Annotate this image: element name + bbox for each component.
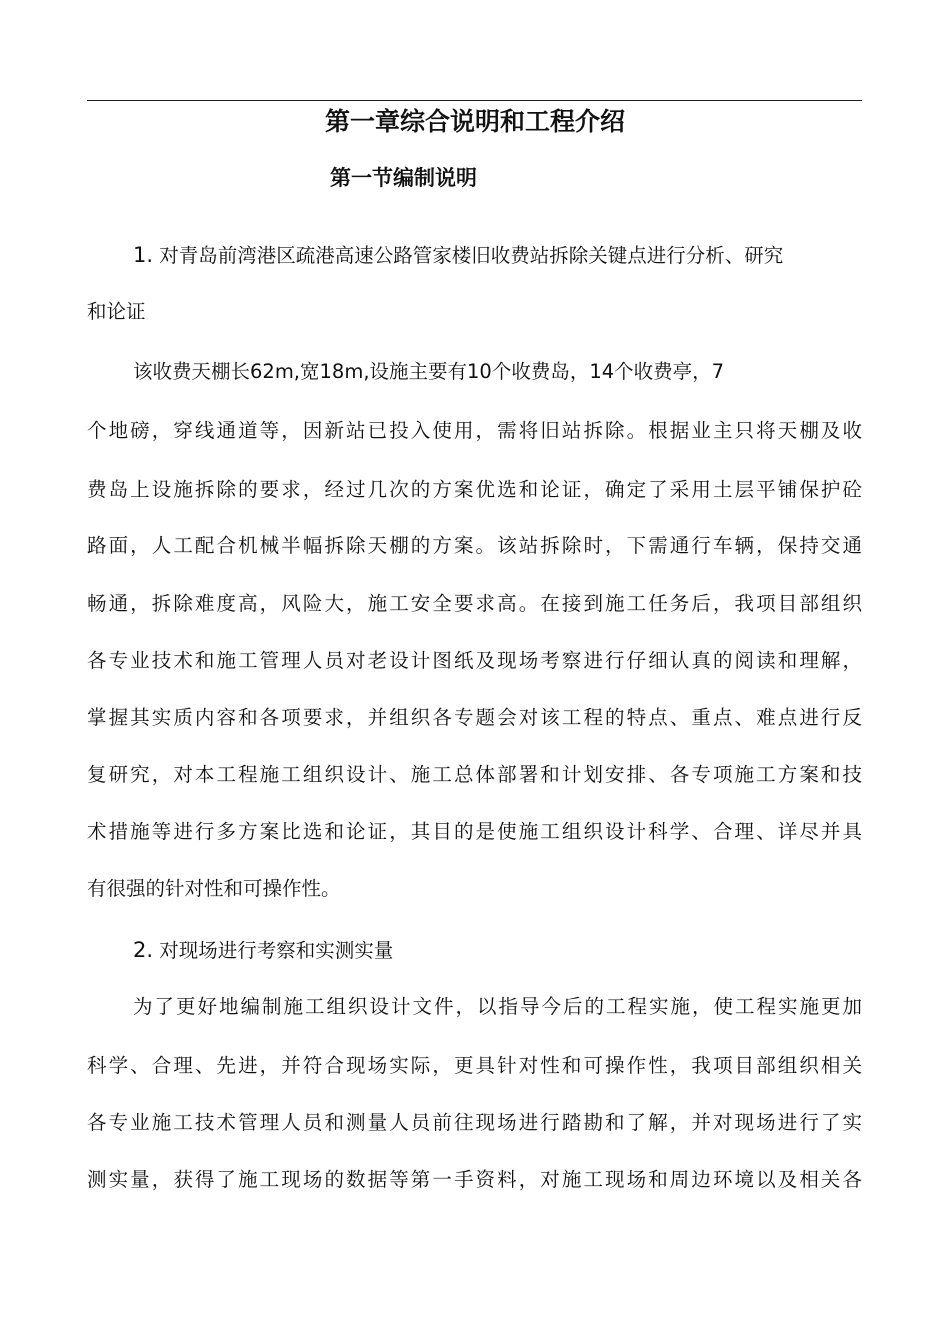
item-1-text: 对青岛前湾港区疏港高速公路管家楼旧收费站拆除关键点进行分析、研究 <box>159 244 784 267</box>
para-2-line-2: 科学、合理、先进，并符合现场实际，更具针对性和可操作性，我项目部组织相关 <box>87 1054 862 1077</box>
chapter-title: 第一章综合说明和工程介绍 <box>324 107 625 136</box>
para-1-line-3: 费岛上设施拆除的要求，经过几次的方案优选和论证，确定了采用土层平铺保护砼 <box>87 478 862 501</box>
para-1-line-2: 个地磅，穿线通道等，因新站已投入使用，需将旧站拆除。根据业主只将天棚及收 <box>87 419 862 442</box>
item-2-heading <box>133 935 393 966</box>
para-1-line-9: 术措施等进行多方案比选和论证，其目的是使施工组织设计科学、合理、详尽并具 <box>87 820 862 843</box>
para-1-line-10: 有很强的针对性和可操作性。 <box>87 877 341 900</box>
item-1-heading <box>133 240 783 271</box>
para-2-line-1: 为了更好地编制施工组织设计文件，以指导今后的工程实施，使工程实施更加 <box>133 995 862 1018</box>
para-2-line-4: 测实量，获得了施工现场的数据等第一手资料，对施工现场和周边环境以及相关各 <box>87 1168 862 1191</box>
item-2-number: 2. <box>133 938 154 962</box>
para-1-line-7: 掌握其实质内容和各项要求，并组织各专题会对该工程的特点、重点、难点进行反 <box>87 706 862 729</box>
para-1-line-8: 复研究，对本工程施工组织设计、施工总体部署和计划安排、各专项施工方案和技 <box>87 763 862 786</box>
para-1-line-4: 路面，人工配合机械半幅拆除天棚的方案。该站拆除时，下需通行车辆，保持交通 <box>87 534 862 557</box>
para-1-line-5: 畅通，拆除难度高，风险大，施工安全要求高。在接到施工任务后，我项目部组织 <box>87 592 862 615</box>
item-1-text-continued: 和论证 <box>87 300 146 323</box>
para-2-line-3: 各专业施工技术管理人员和测量人员前往现场进行踏勘和了解，并对现场进行了实 <box>87 1111 862 1134</box>
para-1-line-1: 该收费天棚长62m,宽18m,设施主要有10个收费岛，14个收费亭，7 <box>133 360 725 383</box>
section-title: 第一节编制说明 <box>330 166 477 190</box>
header-rule <box>87 100 862 101</box>
item-2-text: 对现场进行考察和实测实量 <box>159 939 394 962</box>
para-1-line-6: 各专业技术和施工管理人员对老设计图纸及现场考察进行仔细认真的阅读和理解， <box>87 649 862 672</box>
item-1-number: 1. <box>133 243 154 267</box>
